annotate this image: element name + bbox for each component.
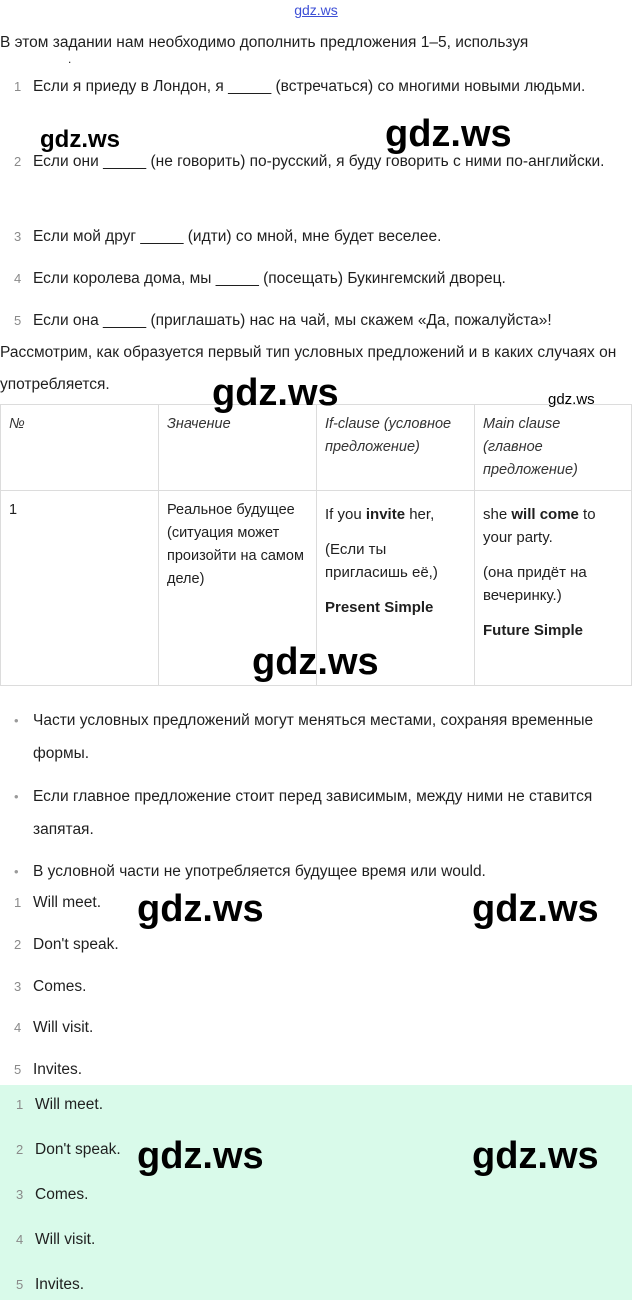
if-post: her, xyxy=(405,506,435,523)
header-meaning: Значение xyxy=(159,405,317,491)
bullet-icon: • xyxy=(14,713,19,728)
note-text: Части условных предложений могут меняться местами, сохраняя временные формы. xyxy=(33,712,594,762)
answer-box xyxy=(0,1085,632,1300)
item-number: 4 xyxy=(14,271,22,286)
answer-text: Invites. xyxy=(33,1061,83,1078)
bullet-icon: • xyxy=(14,864,19,879)
watermark: gdz.ws xyxy=(472,1135,599,1177)
intro-text: В этом задании нам необходимо дополнить предложения 1–5, используя xyxy=(0,34,529,51)
main-tense: Future Simple xyxy=(483,622,584,639)
main-bold: will come xyxy=(511,506,579,523)
item-number: 5 xyxy=(14,313,22,328)
if-translation: (Если ты пригласишь её,) xyxy=(325,541,438,581)
item-number: 3 xyxy=(16,1187,24,1202)
item-number: 4 xyxy=(16,1232,24,1247)
site-link[interactable]: gdz.ws xyxy=(294,2,338,18)
item-text: Если она _____ (приглашать) нас на чай, мы скажем «Да, пожалуйста»! xyxy=(33,312,552,329)
answer-text: Will meet. xyxy=(33,894,102,911)
item-number: 2 xyxy=(14,154,22,169)
item-number: 1 xyxy=(16,1097,24,1112)
watermark: gdz.ws xyxy=(137,888,264,930)
item-text: Если мой друг _____ (идти) со мной, мне будет веселее. xyxy=(33,228,442,245)
main-pre: she xyxy=(483,506,512,523)
cell-meaning: Реальное будущее (ситуация может произойти на самом деле) xyxy=(159,491,317,686)
item-number: 5 xyxy=(14,1062,22,1077)
item-number: 3 xyxy=(14,979,22,994)
header-main-clause: Main clause (главное предложение) xyxy=(475,405,632,491)
watermark: gdz.ws xyxy=(385,113,512,155)
item-number: 1 xyxy=(14,79,22,94)
item-number: 2 xyxy=(14,937,22,952)
note-text: Если главное предложение стоит перед зависимым, между ними не ставится запятая. xyxy=(33,788,593,838)
watermark: gdz.ws xyxy=(212,372,339,414)
main-translation: (она придёт на вечеринку.) xyxy=(483,564,587,604)
header-if-clause: If-clause (условное предложение) xyxy=(317,405,475,491)
item-text: Если я приеду в Лондон, я _____ (встречаться) со многими новыми людьми. xyxy=(33,78,586,95)
answer-text: Will meet. xyxy=(35,1096,104,1113)
answer-text: Don't speak. xyxy=(35,1141,121,1158)
bullet-icon: • xyxy=(14,789,19,804)
item-number: 3 xyxy=(14,229,22,244)
main-post: to your party. xyxy=(483,506,596,546)
watermark: gdz.ws xyxy=(548,391,595,408)
item-number: 4 xyxy=(14,1020,22,1035)
if-bold: invite xyxy=(365,506,406,523)
item-number: 1 xyxy=(14,895,22,910)
item-text: Если они _____ (не говорить) по-русский, я буду говорить с ними по-английски. xyxy=(33,153,605,170)
header-number: № xyxy=(1,405,159,491)
if-tense: Present Simple xyxy=(325,599,434,616)
answer-text: Comes. xyxy=(33,978,87,995)
watermark: gdz.ws xyxy=(137,1135,264,1177)
answer-text: Comes. xyxy=(35,1186,89,1203)
table-header-row xyxy=(1,405,632,491)
item-number: 2 xyxy=(16,1142,24,1157)
watermark: gdz.ws xyxy=(252,641,379,683)
answer-text: Don't speak. xyxy=(33,936,119,953)
cell-number: 1 xyxy=(1,491,159,686)
answer-text: Will visit. xyxy=(35,1231,96,1248)
item-text: Если королева дома, мы _____ (посещать) Букингемский дворец. xyxy=(33,270,506,287)
if-pre: If you xyxy=(325,506,366,523)
intro-dot: . xyxy=(68,52,72,66)
answer-text: Invites. xyxy=(35,1276,85,1293)
answer-text: Will visit. xyxy=(33,1019,94,1036)
cell-main-clause xyxy=(475,491,632,686)
watermark: gdz.ws xyxy=(40,126,121,153)
watermark: gdz.ws xyxy=(472,888,599,930)
note-text: В условной части не употребляется будущее время или would. xyxy=(33,863,486,880)
explanation-text: Рассмотрим, как образуется первый тип условных предложений и в каких случаях он употребляется. xyxy=(0,344,617,393)
item-number: 5 xyxy=(16,1277,24,1292)
